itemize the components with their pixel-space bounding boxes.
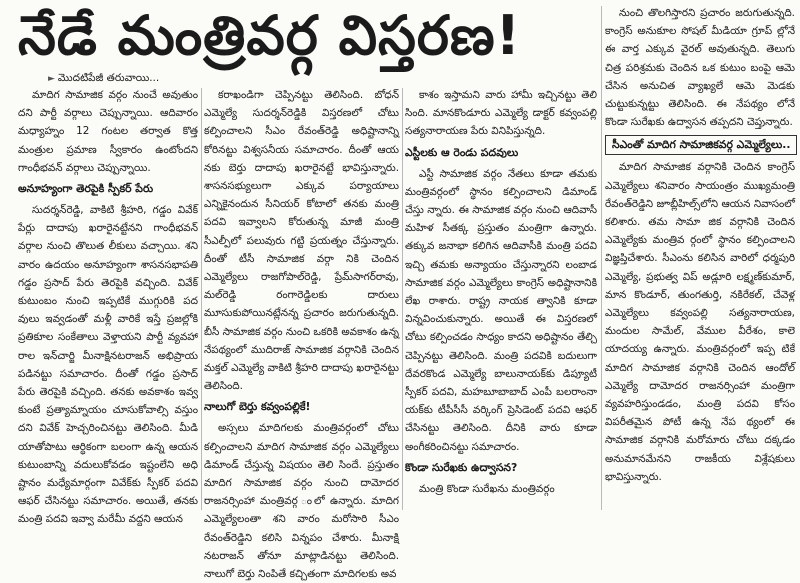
subheading: ఎస్టీలకు ఆ రెండు పదవులు <box>405 145 519 159</box>
paragraph: సుదర్శన్‌రెడ్డి, వాకిటి శ్రీహరి, గడ్డం వివేక్ పేర్లు దాదాపు ఖరారైనట్టేనని గాంధీభవన్ వర్గాల నుంచి తొలుత లీకులు వచ్చాయి. శని వారం ఉదయం అనూహ్యంగా శాసనసభాపతి గడ్డం ప్రసాద్ పేరు తెరపైకి వచ్చింది. వివేక్ కుటుంబం నుంచి ఇప్పటికే ముగ్గురికి పద వులు ఇవ్వడంతో మళ్లీ వారికే ఇస్తే ప్రజల్లోకి ప్రతికూల సంకేతాలు వెళ్తాయని పార్టీ వ్యవహా రాల ఇన్‌చార్జి మీనాక్షినటరాజన్ అభిప్రాయ పడినట్టు సమాచారం. దీంతో గడ్డం ప్రసాద్ పేరు తెరపైకి వచ్చింది. తనకు అవకాశం ఇవ్వ కుంటే ప్రత్యామ్నాయం చూసుకోవాల్సి వస్తుం దని వివేక్ హెచ్చరించినట్టు తెలిసింది. మీడి యాతోపాటు ఆర్థికంగా బలంగా ఉన్న ఆయన కుటుంబాన్ని వదులుకోవడం ఇష్టంలేని అధి ష్టానం మధ్యేమార్గంగా వివేక్‌కు స్పీకర్ పదవి ఆఫర్ చేసినట్టు సమాచారం. అయితే, తనకు మంత్రి పదవి ఇవ్వా మరేమీ వద్దని ఆయన <box>18 204 198 526</box>
headline: నేడే మంత్రివర్గ విస్తరణ! <box>18 4 522 67</box>
subheading-boxed: సీఎంతో మాదిగ సామాజికవర్గ ఎమ్మెల్యేలు.. <box>605 135 797 155</box>
arrow-right-icon: ► <box>48 74 55 84</box>
paragraph: కాశం ఇస్తామని వారు హామీ ఇచ్చినట్టు తెలి సింది. మానకొండూరు ఎమ్మెల్యే డాక్టర్ కవ్వంపల్లి సత్యనారాయణ పేరు వినిపిస్తున్నది. <box>405 89 597 138</box>
paragraph: ఎస్టీ సామాజిక వర్గం నేతలు కూడా తమకు మంత్రివర్గంలో స్థానం కల్పించాలని డిమాండ్ చేస్తు న్నారు. ఈ సామాజిక వర్గం నుంచి ఆదివాసీ మహిళ సీతక్క ప్రస్తుతం మంత్రిగా ఉన్నారు. తక్కువ జనాభా కలిగిన ఆదివాసీకి మంత్రి పదవి ఇచ్చి తమకు అన్యాయం చేస్తున్నారని లంబాడ సామాజిక వర్గం ఎమ్మెల్యేలు కాంగ్రెస్ అధిష్టానానికి లేఖ రాశారు. రాష్ట్ర నాయక త్వానికి కూడా విన్నవించుకున్నారు. అయితే ఈ విస్తరణలో చోటు కల్పించడం సాధ్యం కాదని అధిష్టానం తేల్చి చెప్పినట్టు తెలిసింది. మంత్రి పదవికి బదులుగా దేవరకొండ ఎమ్మెల్యే బాలునాయక్‌కు డిప్యూటీ స్పీకర్ పదవి, మహబూబాబాద్ ఎంపీ బలరాంనా యక్‌కు టీపీసీసీ వర్కింగ్ ప్రెసిడెంట్ పదవి ఆఫర్ చేసినట్టు తెలిసింది. దీనికి వారు కూడా అంగీకరించినట్టు సమాచారం. <box>405 167 597 453</box>
column-rule <box>201 88 202 510</box>
paragraph: మంత్రి కొండా సురేఖను మంత్రివర్గం <box>419 482 555 495</box>
column-rule <box>402 88 403 510</box>
article-column-4 <box>605 4 795 512</box>
subheading: కొండా సురేఖకు ఉద్వాసన? <box>405 460 518 474</box>
paragraph: కరాఖండిగా చెప్పినట్టు తెలిసింది. బోధన్ ఎమ్మెల్యే సుదర్శన్‌రెడ్డికి విస్తరణలో చోటు కల్పించాలని సీఎం రేవంత్‌రెడ్డి అధిష్టానాన్ని కోరినట్టు విశ్వసనీయ సమాచారం. దీంతో ఆయ నకు బెర్తు దాదాపు ఖరారైనట్టే భావిస్తున్నారు. శాసనసభ్యులుగా ఎక్కువ పర్యాయాలు ఎన్నికైనందున సీనియర్ కోటాలో తనకు మంత్రి పదవి ఇవ్వాలని కోరుతున్న మాజీ మంత్రి సీఎల్పీలో పలువురు గట్టి ప్రయత్నం చేస్తున్నారు. దీంతో టీసీ సామాజిక వర్గా నికి చెందిన ఎమ్మెల్యేలు రాజగోపాల్‌రెడ్డి, ప్రేమ్‌సాగర్‌రావు, మల్‌రెడ్డి రంగారెడ్డిలకు దారులు మూసుకుపోయినట్లేనన్న ప్రచారం జరుగుతున్నది. బీసీ సామాజిక వర్గం నుంచి ఒకరికి అవకాశం ఉన్న నేపథ్యంలో ముదిరాజ్ సామాజిక వర్గానికి చెందిన మక్తల్ ఎమ్మెల్యే వాకిటి శ్రీహరి దాదాపు ఖరారైనట్టు తెలిసింది. <box>204 89 399 393</box>
paragraph: అస్సలు మాదిగలకు మంత్రివర్గంలో చోటు కల్పించాలని మాదిగ సామాజిక వర్గం ఎమ్మెల్యేలు డిమాండ్ చేస్తున్న విషయం తెలి సిందే. ప్రస్తుతం మాదిగ సామాజిక వర్గం నుంచి దామోదర రాజనర్సింహా మంత్రివర్గ ంలో ఉన్నారు. మాదిగ ఎమ్మెల్యేలంతా శని వారం మరోసారి సీఎం రేవంత్‌రెడ్డిని కలిసి విన్నపం చేశారు. మీనాక్షి నటరాజన్ తోనూ మాట్లాడినట్టు తెలిసింది. నాలుగో బెర్తు నింపితే కచ్చితంగా మాదిగలకు అవ <box>204 422 399 581</box>
continuation-kicker <box>48 70 188 86</box>
subheading: నాలుగో బెర్తు కవ్వంపల్లికే! <box>204 400 311 414</box>
article-column-1 <box>18 86 198 526</box>
kicker-text: మొదటిపేజీ తరువాయి... <box>57 72 160 84</box>
paragraph: నుంచి తొలగిస్తారని ప్రచారం జరుగుతున్నది. కాంగ్రెస్ అనుకూల సోషల్ మీడియా గ్రూప్ ల్లోనే ఈ వార్త ఎక్కువ వైరల్ అవుతున్నది. తెలుగు చిత్ర పరిశ్రమకు చెందిన ఒక కుటుం బంపై ఆమె చేసిన అనుచిత వ్యాఖ్యలే ఆమె మెడకు చుట్టుకున్నట్టు తెలిసింది. ఈ నేపథ్యం లోనే కొండా సురేఖకు ఉద్వాసన తప్పదని చెప్తున్నారు. <box>605 7 795 129</box>
subheading: అనూహ్యంగా తెరపైకి స్పీకర్ పేరు <box>18 182 154 196</box>
paragraph: మాదిగ సామాజిక వర్గానికి చెందిన కాంగ్రెస్ ఎమ్మెల్యేలు శనివారం సాయంత్రం ముఖ్యమంత్రి రేవంత్‌రెడ్డిని జూబ్లీహిల్స్‌లోని ఆయన నివాసంలో కలిశారు. తమ సామా జిక వర్గానికి చెందిన ఎమ్మెల్యేకు మంత్రివ ర్గంలో స్థానం కల్పించాలని విజ్ఞప్తిచేశారు. సీఎంను కలిసిన వారిలో ధర్మపురి ఎమ్మెల్యే, ప్రభుత్వ విప్ అడ్లూరి లక్ష్మణ్‌కుమార్, మాన కొండూర్, తుంగతుర్తి, నకిరేకల్, చేవెళ్ల ఎమ్మెల్యేలు కవ్వంపల్లి సత్యనారాయణ, మందుల సామేల్, వేముల వీరేశం, కాలె యాదయ్య ఉన్నారు. మంత్రివర్గంలో ఇప్ప టికే మాదిగ సామాజిక వర్గానికి చెందిన ఆందోల్ ఎమ్మెల్యే దామోదర రాజనర్సింహా మంత్రిగా వ్యవహరిస్తుండడం, మంత్రి పదవి కోసం విపరీతమైన పోటీ ఉన్న నేప థ్యంలో ఈ సామాజిక వర్గానికి మరోమారు చోటు దక్కడం అనుమానమేనని రాజకీయ విశ్లేషకులు భావిస్తున్నారు. <box>605 161 795 483</box>
article-column-3 <box>405 86 597 512</box>
column-rule <box>601 6 602 510</box>
article-column-2 <box>204 86 399 581</box>
paragraph: మాదిగ సామాజిక వర్గం నుంచే అవుతుం దని పార్టీ వర్గాలు చెప్పున్నాయి. ఆదివారం మధ్యాహ్నం 12 గంటల తర్వాత కొత్త మంత్రుల ప్రమాణ స్వీకారం ఉంటోందని గాంధీభవన్ వర్గాలు చెప్పున్నాయి. <box>18 89 198 174</box>
